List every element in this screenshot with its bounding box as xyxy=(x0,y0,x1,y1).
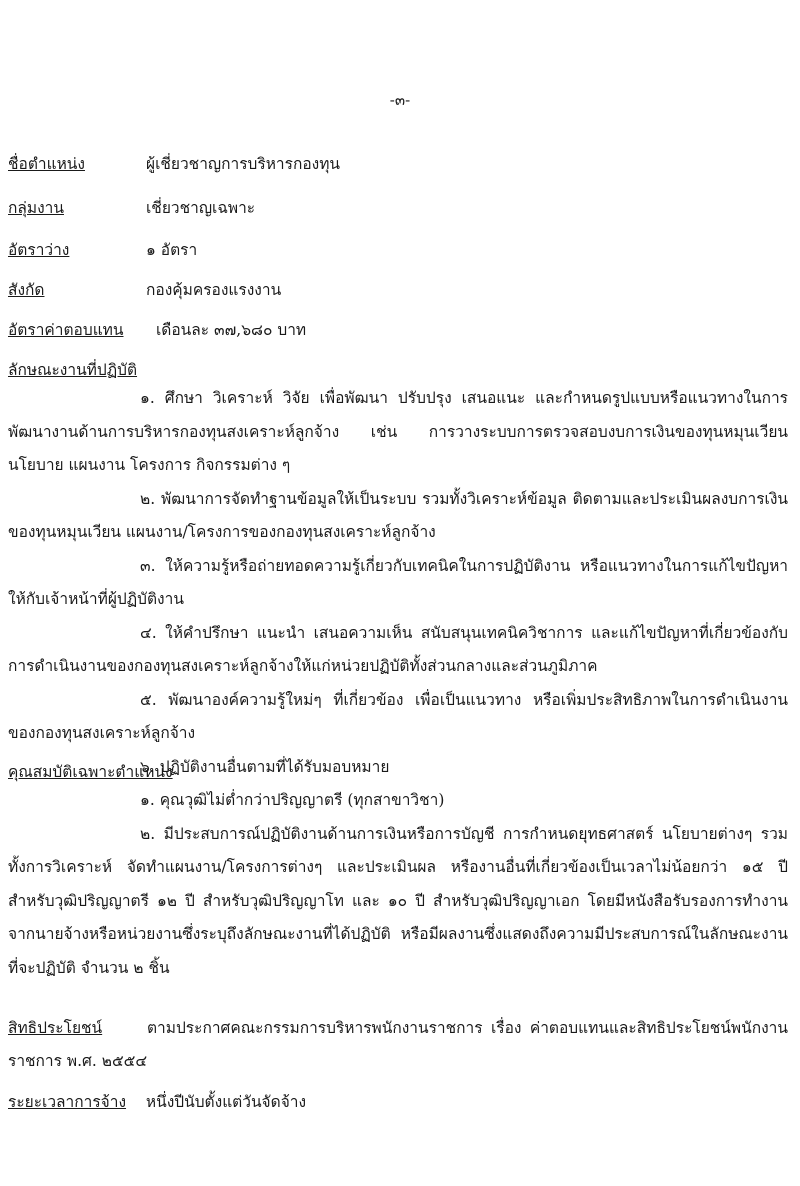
affiliation-row xyxy=(8,276,788,304)
qualification-item-2: ๒. มีประสบการณ์ปฏิบัติงานด้านการเงินหรือการบัญชี การกำหนดยุทธศาสตร์ นโยบายต่างๆ รวมทั้งการวิเคราะห์ จัดทำแผนงาน/โครงการต่างๆ และประเมินผล หรืองานอื่นที่เกี่ยวข้องเป็นเวลาไม่น้อยกว่า ๑๕ ปี สำหรับวุฒิปริญญาตรี ๑๒ ปี สำหรับวุฒิปริญญาโท และ ๑๐ ปี สำหรับวุฒิปริญญาเอก โดยมีหนังสือรับรองการทำงานจากนายจ้างหรือหน่วยงานซึ่งระบุถึงลักษณะงานที่ได้ปฏิบัติ หรือมีผลงานซึ่งแสดงถึงความมีประสบการณ์ในลักษณะงานที่จะปฏิบัติ จำนวน ๒ ชิ้น xyxy=(8,824,788,977)
benefits-value: ตามประกาศคณะกรรมการบริหารพนักงานราชการ เรื่อง ค่าตอบแทนและสิทธิประโยชน์พนักงานราชการ พ.ศ. ๒๕๕๔ xyxy=(8,1019,788,1070)
duties-heading: ลักษณะงานที่ปฏิบัติ xyxy=(8,361,138,379)
employment-period-value: หนึ่งปีนับตั้งแต่วันจัดจ้าง xyxy=(145,1093,307,1111)
vacancies-value: ๑ อัตรา xyxy=(146,241,198,259)
duty-item-3: ๓. ให้ความรู้หรือถ่ายทอดความรู้เกี่ยวกับเทคนิคในการปฏิบัติงาน หรือแนวทางในการแก้ไขปัญหาให้กับเจ้าหน้าที่ผู้ปฏิบัติงาน xyxy=(8,556,788,608)
vacancies-label: อัตราว่าง xyxy=(8,241,70,259)
salary-value: เดือนละ ๓๗,๖๘๐ บาท xyxy=(156,321,307,339)
duty-item-2: ๒. พัฒนาการจัดทำฐานข้อมูลให้เป็นระบบ รวมทั้งวิเคราะห์ข้อมูล ติดตามและประเมินผลงบการเงินของทุนหมุนเวียน แผนงาน/โครงการของกองทุนสงเคราะห์ลูกจ้าง xyxy=(8,489,788,541)
benefits-row xyxy=(8,1012,788,1078)
job-group-value: เชี่ยวชาญเฉพาะ xyxy=(146,199,256,217)
position-name-value: ผู้เชี่ยวชาญการบริหารกองทุน xyxy=(146,155,341,173)
benefits-label: สิทธิประโยชน์ xyxy=(8,1019,103,1037)
qualifications-list xyxy=(8,784,788,985)
duties-list xyxy=(8,382,788,784)
affiliation-value: กองคุ้มครองแรงงาน xyxy=(146,281,282,299)
salary-row xyxy=(8,316,788,344)
duty-item-4: ๔. ให้คำปรึกษา แนะนำ เสนอความเห็น สนับสนุนเทคนิควิชาการ และแก้ไขปัญหาที่เกี่ยวข้องกับการดำเนินงานของกองทุนสงเคราะห์ลูกจ้างให้แก่หน่วยปฏิบัติทั้งส่วนกลางและส่วนภูมิภาค xyxy=(8,623,788,675)
salary-label: อัตราค่าตอบแทน xyxy=(8,321,124,339)
affiliation-label: สังกัด xyxy=(8,281,45,299)
employment-period-row xyxy=(8,1086,788,1119)
job-group-label: กลุ่มงาน xyxy=(8,199,64,217)
duty-item-6: ๖. ปฏิบัติงานอื่นตามที่ได้รับมอบหมาย xyxy=(140,757,390,776)
job-group-row xyxy=(8,194,788,222)
duty-item-5: ๕. พัฒนาองค์ความรู้ใหม่ๆ ที่เกี่ยวข้อง เพื่อเป็นแนวทาง หรือเพิ่มประสิทธิภาพในการดำเนินงานของกองทุนสงเคราะห์ลูกจ้าง xyxy=(8,690,788,742)
duty-item-1: ๑. ศึกษา วิเคราะห์ วิจัย เพื่อพัฒนา ปรับปรุง เสนอแนะ และกำหนดรูปแบบหรือแนวทางในการพัฒนางานด้านการบริหารกองทุนสงเคราะห์ลูกจ้าง เช่น การวางระบบการตรวจสอบงบการเงินของทุนหมุนเวียน นโยบาย แผนงาน โครงการ กิจกรรมต่าง ๆ xyxy=(8,389,788,474)
position-name-row xyxy=(8,150,788,178)
vacancies-row xyxy=(8,236,788,264)
employment-period-label: ระยะเวลาการจ้าง xyxy=(8,1093,127,1111)
position-name-label: ชื่อตำแหน่ง xyxy=(8,155,85,173)
qualification-item-1: ๑. คุณวุฒิไม่ต่ำกว่าปริญญาตรี (ทุกสาขาวิชา) xyxy=(140,791,445,809)
qualifications-heading: คุณสมบัติเฉพาะตำแหน่ง xyxy=(8,763,173,781)
page-number: -๓- xyxy=(389,91,411,109)
